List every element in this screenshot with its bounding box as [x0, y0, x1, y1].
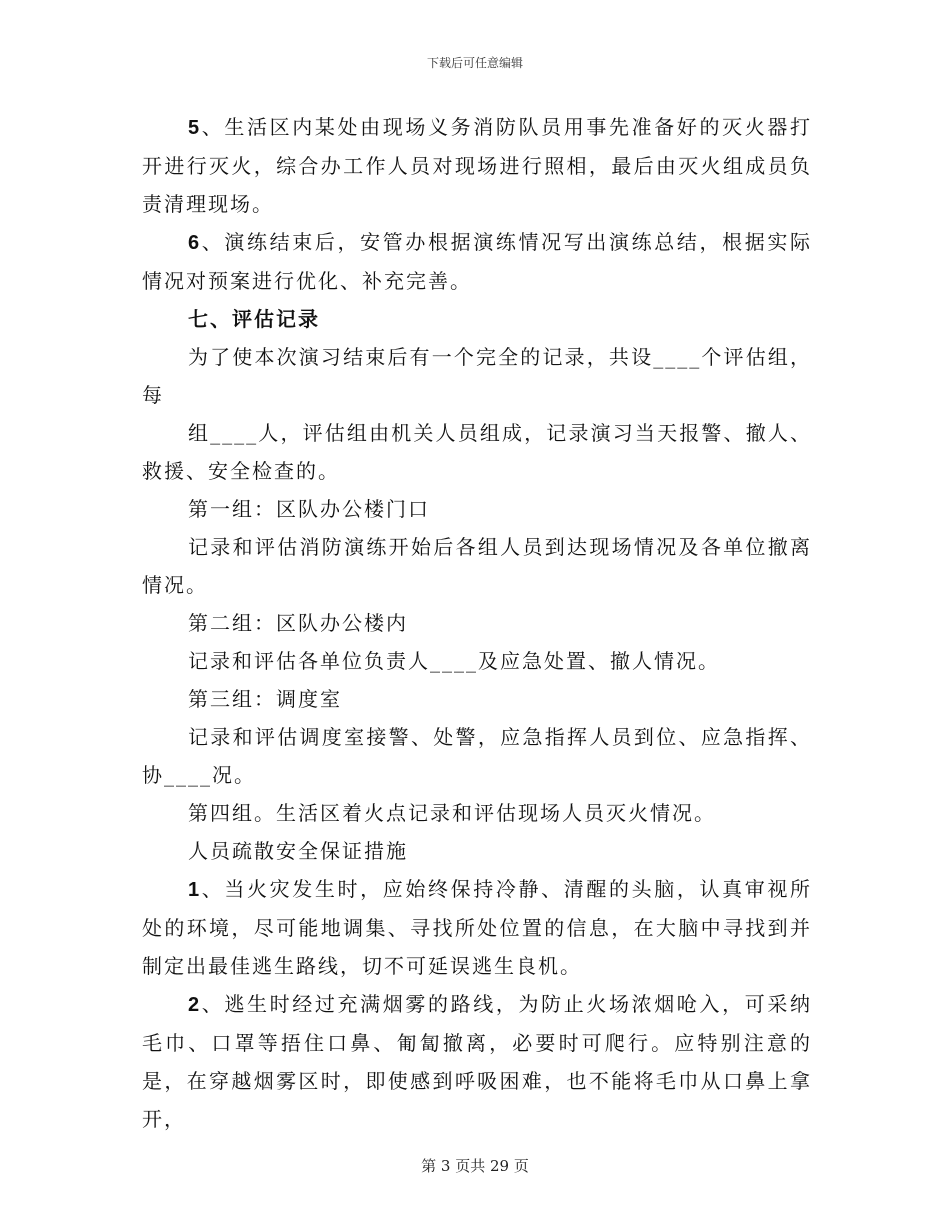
- paragraph-text: 、演练结束后，安管办根据演练情况写出演练总结，根据实际情况对预案进行优化、补充完善。: [142, 230, 812, 293]
- paragraph-item-1: [142, 870, 812, 985]
- paragraph: 组____人，评估组由机关人员组成，记录演习当天报警、撤人、救援、安全检查的。: [142, 421, 812, 483]
- group-title: 第一组：区队办公楼门口: [188, 497, 430, 521]
- paragraph-text: 、生活区内某处由现场义务消防队员用事先准备好的灭火器打开进行灭火，综合办工作人员对现场进行照相，最后由灭火组成员负责清理现场。: [142, 115, 812, 216]
- paragraph-number: 2: [188, 994, 202, 1016]
- paragraph: 记录和评估各单位负责人____及应急处置、撤人情况。: [188, 649, 720, 673]
- page-footer: 第 3 页共 29 页: [421, 1157, 529, 1175]
- paragraph-number: 6: [188, 232, 202, 254]
- paragraph-number: 1: [188, 879, 202, 901]
- group-title: 第二组：区队办公楼内: [188, 611, 408, 635]
- paragraph: 记录和评估调度室接警、处警，应急指挥人员到位、应急指挥、协____况。: [142, 725, 812, 787]
- section-heading: 七、评估记录: [188, 307, 320, 331]
- subsection-title: 人员疏散安全保证措施: [188, 839, 408, 863]
- paragraph: 为了使本次演习结束后有一个完全的记录，共设____个评估组，每: [142, 345, 812, 407]
- paragraph-text: 、当火灾发生时，应始终保持冷静、清醒的头脑，认真审视所处的环境，尽可能地调集、寻找所处位置的信息，在大脑中寻找到并制定出最佳逃生路线，切不可延误逃生良机。: [142, 877, 812, 978]
- group-title: 第三组：调度室: [188, 687, 342, 711]
- document-body: [142, 108, 812, 1138]
- page-header: 下载后可任意编辑: [426, 56, 523, 70]
- paragraph-text: 、逃生时经过充满烟雾的路线，为防止火场浓烟呛入，可采纳毛巾、口罩等捂住口鼻、匍匐撤离，必要时可爬行。应特别注意的是，在穿越烟雾区时，即使感到呼吸困难，也不能将毛巾从口鼻上拿开，: [142, 992, 812, 1131]
- group-title: 第四组。生活区着火点记录和评估现场人员灭火情况。: [188, 801, 716, 825]
- paragraph-item-5: [142, 108, 812, 223]
- paragraph: 记录和评估消防演练开始后各组人员到达现场情况及各单位撤离情况。: [142, 535, 812, 597]
- paragraph-number: 5: [188, 117, 202, 139]
- paragraph-item-2: [142, 985, 812, 1138]
- paragraph-item-6: [142, 223, 812, 300]
